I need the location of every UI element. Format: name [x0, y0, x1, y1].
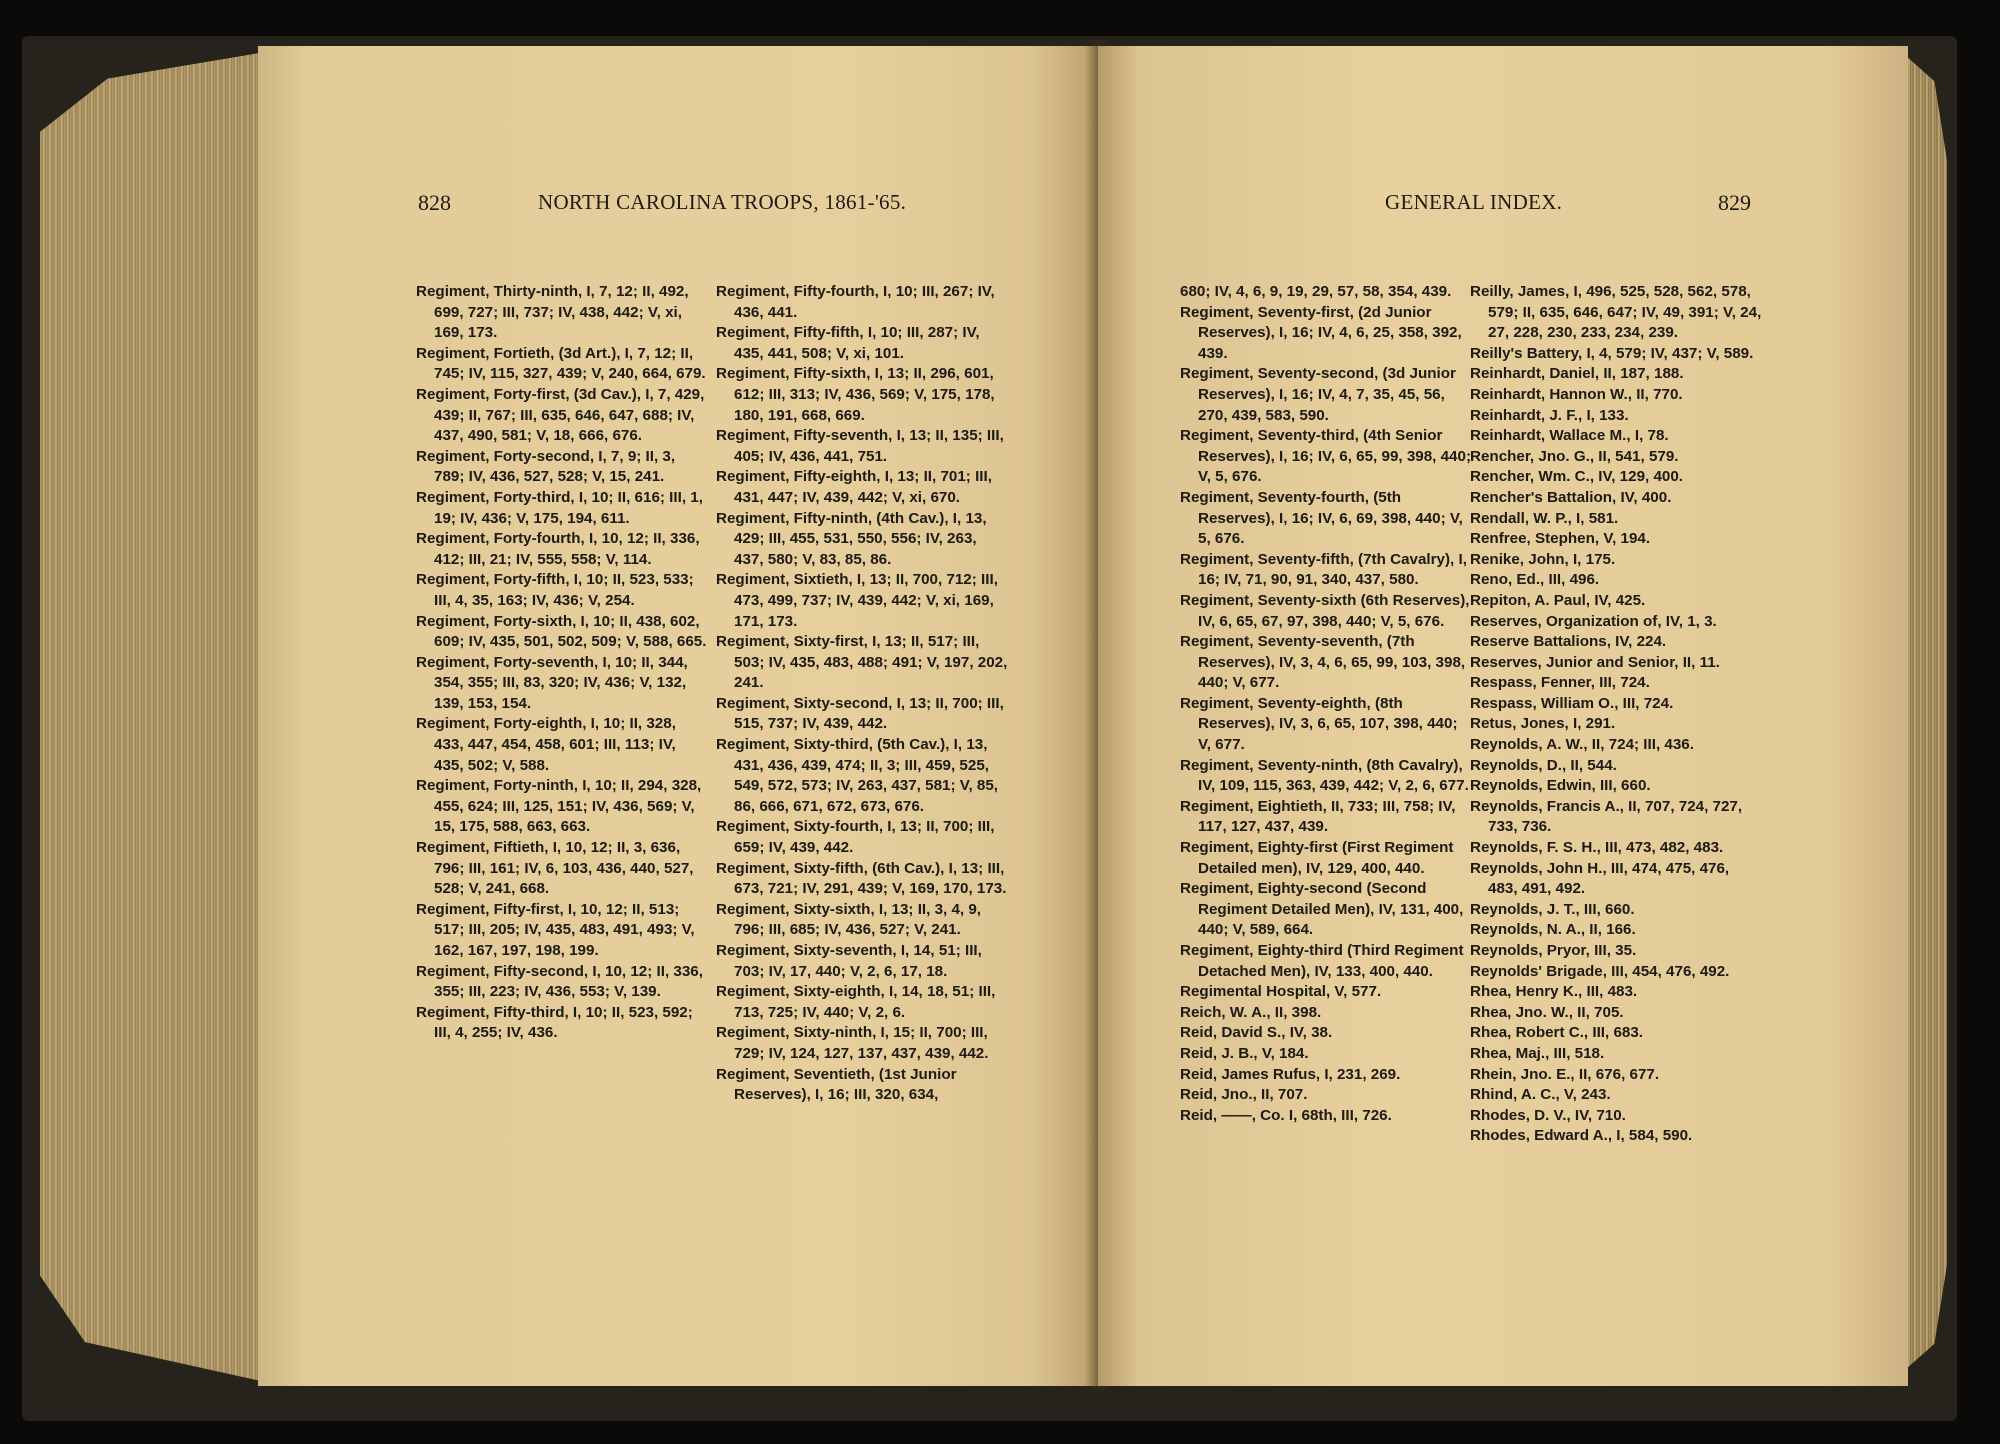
index-entry: Regiment, Eightieth, II, 733; III, 758; IV, 117, 127, 437, 439.	[1180, 797, 1456, 836]
index-entry: Regiment, Sixty-fifth, (6th Cav.), I, 13; III, 673, 721; IV, 291, 439; V, 169, 170, 173.	[716, 859, 1007, 898]
index-entry: Renike, John, I, 175.	[1470, 550, 1616, 568]
index-entry: Respass, Fenner, III, 724.	[1470, 674, 1650, 692]
index-entry: Reynolds, A. W., II, 724; III, 436.	[1470, 736, 1694, 754]
index-entry: Reid, Jno., II, 707.	[1180, 1086, 1308, 1104]
index-entry: Regiment, Seventy-eighth, (8th Reserves), IV, 3, 6, 65, 107, 398, 440; V, 677.	[1180, 694, 1458, 754]
index-entry: Reynolds, N. A., II, 166.	[1470, 921, 1636, 939]
index-entry: Reynolds, D., II, 544.	[1470, 756, 1617, 774]
index-entry: Reid, J. B., V, 184.	[1180, 1044, 1309, 1062]
index-entry: Rencher, Wm. C., IV, 129, 400.	[1470, 468, 1684, 486]
index-entry: Rhea, Robert C., III, 683.	[1470, 1024, 1644, 1042]
index-entry: Reid, ——, Co. I, 68th, III, 726.	[1180, 1106, 1392, 1124]
index-entry: Regiment, Forty-fifth, I, 10; II, 523, 533; III, 4, 35, 163; IV, 436; V, 254.	[416, 571, 694, 609]
index-entry: Regiment, Forty-third, I, 10; II, 616; III, 1, 19; IV, 436; V, 175, 194, 611.	[416, 488, 703, 527]
index-entry: Regiment, Sixty-seventh, I, 14, 51; III, 703; IV, 17, 440; V, 2, 6, 17, 18.	[716, 942, 982, 980]
index-entry: Regiment, Seventy-third, (4th Senior Reserves), I, 16; IV, 6, 65, 99, 398, 440; V, 5, 676.	[1180, 427, 1472, 486]
index-entry: Reno, Ed., III, 496.	[1470, 571, 1600, 589]
index-entry: Reynolds' Brigade, III, 454, 476, 492.	[1470, 962, 1730, 980]
index-entry: Rhea, Maj., III, 518.	[1470, 1044, 1605, 1062]
index-entry: Regiment, Fifty-eighth, I, 13; II, 701; III, 431, 447; IV, 439, 442; V, xi, 670.	[716, 468, 992, 506]
index-entry: Regiment, Thirty-ninth, I, 7, 12; II, 492, 699, 727; III, 737; IV, 438, 442; V, xi, 169, 173.	[416, 283, 689, 342]
index-entry: Regiment, Sixty-sixth, I, 13; II, 3, 4, 9, 796; III, 685; IV, 436, 527; V, 241.	[716, 900, 982, 939]
index-entry: Repiton, A. Paul, IV, 425.	[1470, 591, 1646, 609]
index-entry: Regiment, Seventy-fifth, (7th Cavalry), I, 16; IV, 71, 90, 91, 340, 437, 580.	[1180, 550, 1467, 589]
index-entry: Rencher, Jno. G., II, 541, 579.	[1470, 447, 1679, 465]
index-entry: Reynolds, Pryor, III, 35.	[1470, 942, 1637, 959]
left-page	[258, 46, 1098, 1386]
index-entry: Regiment, Seventieth, (1st Junior Reserves), I, 16; III, 320, 634,	[716, 1065, 957, 1104]
index-entry: Rhea, Henry K., III, 483.	[1470, 983, 1638, 1001]
index-entry: Regiment, Fortieth, (3d Art.), I, 7, 12; II, 745; IV, 115, 327, 439; V, 240, 664, 679.	[416, 344, 706, 383]
index-entry: Regiment, Forty-sixth, I, 10; II, 438, 602, 609; IV, 435, 501, 502, 509; V, 588, 665.	[416, 612, 707, 651]
index-entry: Regimental Hospital, V, 577.	[1180, 983, 1382, 1001]
index-entry: Rhein, Jno. E., II, 676, 677.	[1470, 1065, 1660, 1083]
index-entry: Regiment, Fifty-fourth, I, 10; III, 267; IV, 436, 441.	[716, 283, 995, 321]
index-entry: Reinhardt, J. F., I, 133.	[1470, 406, 1629, 424]
index-entry: Reich, W. A., II, 398.	[1180, 1003, 1322, 1021]
page-edges-left	[40, 52, 265, 1382]
index-entry: Regiment, Fifty-sixth, I, 13; II, 296, 601, 612; III, 313; IV, 436, 569; V, 175, 178, 180, 191, 668, 669.	[716, 365, 995, 424]
index-column-2	[716, 282, 1008, 1106]
index-entry: Regiment, Sixtieth, I, 13; II, 700, 712; III, 473, 499, 737; IV, 439, 442; V, xi, 169, 171, 173.	[716, 571, 998, 630]
index-column-1	[1180, 282, 1472, 1126]
index-entry: Regiment, Forty-ninth, I, 10; II, 294, 328, 455, 624; III, 125, 151; IV, 436, 569; V, 15, 175, 588, 663, 663.	[416, 777, 702, 836]
index-entry: Reynolds, John H., III, 474, 475, 476, 483, 491, 492.	[1470, 859, 1730, 898]
index-entry: 680; IV, 4, 6, 9, 19, 29, 57, 58, 354, 439.	[1180, 283, 1452, 300]
index-entry: Regiment, Sixty-ninth, I, 15; II, 700; III, 729; IV, 124, 127, 137, 437, 439, 442.	[716, 1024, 989, 1062]
index-entry: Regiment, Sixty-eighth, I, 14, 18, 51; III, 713, 725; IV, 440; V, 2, 6.	[716, 983, 996, 1021]
index-entry: Reynolds, Edwin, III, 660.	[1470, 777, 1651, 795]
index-entry: Reynolds, J. T., III, 660.	[1470, 900, 1635, 918]
index-entry: Renfree, Stephen, V, 194.	[1470, 530, 1651, 548]
index-entry: Regiment, Seventy-first, (2d Junior Reserves), I, 16; IV, 4, 6, 25, 358, 392, 439.	[1180, 303, 1462, 362]
index-entry: Reinhardt, Hannon W., II, 770.	[1470, 385, 1683, 403]
index-entry: Retus, Jones, I, 291.	[1470, 715, 1616, 733]
index-entry: Rencher's Battalion, IV, 400.	[1470, 488, 1672, 506]
index-entry: Regiment, Fifty-second, I, 10, 12; II, 336, 355; III, 223; IV, 436, 553; V, 139.	[416, 962, 703, 1001]
index-entry: Regiment, Sixty-fourth, I, 13; II, 700; III, 659; IV, 439, 442.	[716, 818, 995, 857]
page-number: 829	[1718, 190, 1751, 215]
running-head: GENERAL INDEX.	[1385, 190, 1563, 214]
index-entry: Regiment, Seventy-sixth (6th Reserves), IV, 6, 65, 67, 97, 398, 440; V, 5, 676.	[1180, 591, 1470, 630]
index-entry: Regiment, Seventy-seventh, (7th Reserves), IV, 3, 4, 6, 65, 99, 103, 398, 440; V, 677.	[1180, 633, 1466, 692]
index-entry: Regiment, Eighty-third (Third Regiment Detached Men), IV, 133, 400, 440.	[1180, 942, 1464, 980]
index-entry: Rhodes, Edward A., I, 584, 590.	[1470, 1127, 1693, 1145]
right-page	[1098, 46, 1908, 1386]
index-entry: Regiment, Seventy-second, (3d Junior Reserves), I, 16; IV, 4, 7, 35, 45, 56, 270, 439, 583, 590.	[1180, 365, 1456, 424]
index-entry: Regiment, Fifty-fifth, I, 10; III, 287; IV, 435, 441, 508; V, xi, 101.	[716, 324, 980, 362]
index-entry: Regiment, Fifty-first, I, 10, 12; II, 513; 517; III, 205; IV, 435, 483, 491, 493; V, 162, 167, 197, 198, 199.	[416, 900, 695, 959]
index-entry: Rhodes, D. V., IV, 710.	[1470, 1106, 1626, 1124]
index-entry: Regiment, Seventy-ninth, (8th Cavalry), IV, 109, 115, 363, 439, 442; V, 2, 6, 677.	[1180, 756, 1469, 795]
index-entry: Regiment, Fifty-seventh, I, 13; II, 135; III, 405; IV, 436, 441, 751.	[716, 427, 1004, 465]
index-entry: Reinhardt, Wallace M., I, 78.	[1470, 427, 1669, 445]
index-entry: Rhind, A. C., V, 243.	[1470, 1086, 1611, 1104]
index-entry: Reid, James Rufus, I, 231, 269.	[1180, 1065, 1401, 1083]
index-entry: Regiment, Eighty-second (Second Regiment Detailed Men), IV, 131, 400, 440; V, 589, 664.	[1180, 880, 1464, 939]
index-entry: Reid, David S., IV, 38.	[1180, 1024, 1333, 1042]
index-entry: Regiment, Forty-seventh, I, 10; II, 344, 354, 355; III, 83, 320; IV, 436; V, 132, 139, 153, 154.	[416, 653, 688, 712]
page-edges-right	[1905, 55, 1947, 1370]
index-entry: Regiment, Forty-fourth, I, 10, 12; II, 336, 412; III, 21; IV, 555, 558; V, 114.	[416, 530, 700, 568]
index-entry: Regiment, Forty-eighth, I, 10; II, 328, 433, 447, 454, 458, 601; III, 113; IV, 435, 502; V, 588.	[416, 715, 676, 774]
index-entry: Reinhardt, Daniel, II, 187, 188.	[1470, 365, 1684, 383]
index-entry: Reserves, Organization of, IV, 1, 3.	[1470, 612, 1717, 630]
index-entry: Regiment, Sixty-first, I, 13; II, 517; III, 503; IV, 435, 483, 488; 491; V, 197, 202, 241.	[716, 633, 1008, 692]
index-column-2	[1470, 282, 1762, 1147]
index-entry: Regiment, Sixty-second, I, 13; II, 700; III, 515, 737; IV, 439, 442.	[716, 694, 1004, 733]
index-entry: Regiment, Seventy-fourth, (5th Reserves), I, 16; IV, 6, 69, 398, 440; V, 5, 676.	[1180, 488, 1463, 548]
index-entry: Reynolds, F. S. H., III, 473, 482, 483.	[1470, 839, 1724, 857]
index-entry: Reserve Battalions, IV, 224.	[1470, 633, 1667, 651]
index-entry: Regiment, Fifty-ninth, (4th Cav.), I, 13, 429; III, 455, 531, 550, 556; IV, 263, 437, 580; V, 83, 85, 86.	[716, 509, 987, 568]
index-column-1	[416, 282, 708, 1044]
index-entry: Respass, William O., III, 724.	[1470, 694, 1674, 712]
index-entry: Regiment, Forty-second, I, 7, 9; II, 3, 789; IV, 436, 527, 528; V, 15, 241.	[416, 447, 676, 486]
index-entry: Rhea, Jno. W., II, 705.	[1470, 1003, 1624, 1021]
index-entry: Reilly's Battery, I, 4, 579; IV, 437; V, 589.	[1470, 344, 1754, 362]
index-entry: Reilly, James, I, 496, 525, 528, 562, 578, 579; II, 635, 646, 647; IV, 49, 391; V, 24, 27, 228, 230, 233, 234, 239.	[1470, 283, 1762, 342]
running-head: NORTH CAROLINA TROOPS, 1861-'65.	[538, 190, 907, 214]
index-entry: Regiment, Fiftieth, I, 10, 12; II, 3, 636, 796; III, 161; IV, 6, 103, 436, 440, 527, 528; V, 241, 668.	[416, 839, 694, 898]
index-entry: Reynolds, Francis A., II, 707, 724, 727, 733, 736.	[1470, 797, 1743, 836]
page-number: 828	[418, 190, 451, 215]
index-entry: Regiment, Eighty-first (First Regiment Detailed men), IV, 129, 400, 440.	[1180, 839, 1454, 877]
index-entry: Rendall, W. P., I, 581.	[1470, 509, 1619, 527]
index-entry: Reserves, Junior and Senior, II, 11.	[1470, 653, 1720, 671]
index-entry: Regiment, Forty-first, (3d Cav.), I, 7, 429, 439; II, 767; III, 635, 646, 647, 688; IV, 437, 490, 581; V, 18, 666, 676.	[416, 385, 705, 445]
index-entry: Regiment, Sixty-third, (5th Cav.), I, 13, 431, 436, 439, 474; II, 3; III, 459, 525, 549, 572, 573; IV, 263, 437, 581; V, 85, 86, 666, 671, 672, 673, 676.	[716, 736, 999, 815]
index-entry: Regiment, Fifty-third, I, 10; II, 523, 592; III, 4, 255; IV, 436.	[416, 1003, 693, 1042]
